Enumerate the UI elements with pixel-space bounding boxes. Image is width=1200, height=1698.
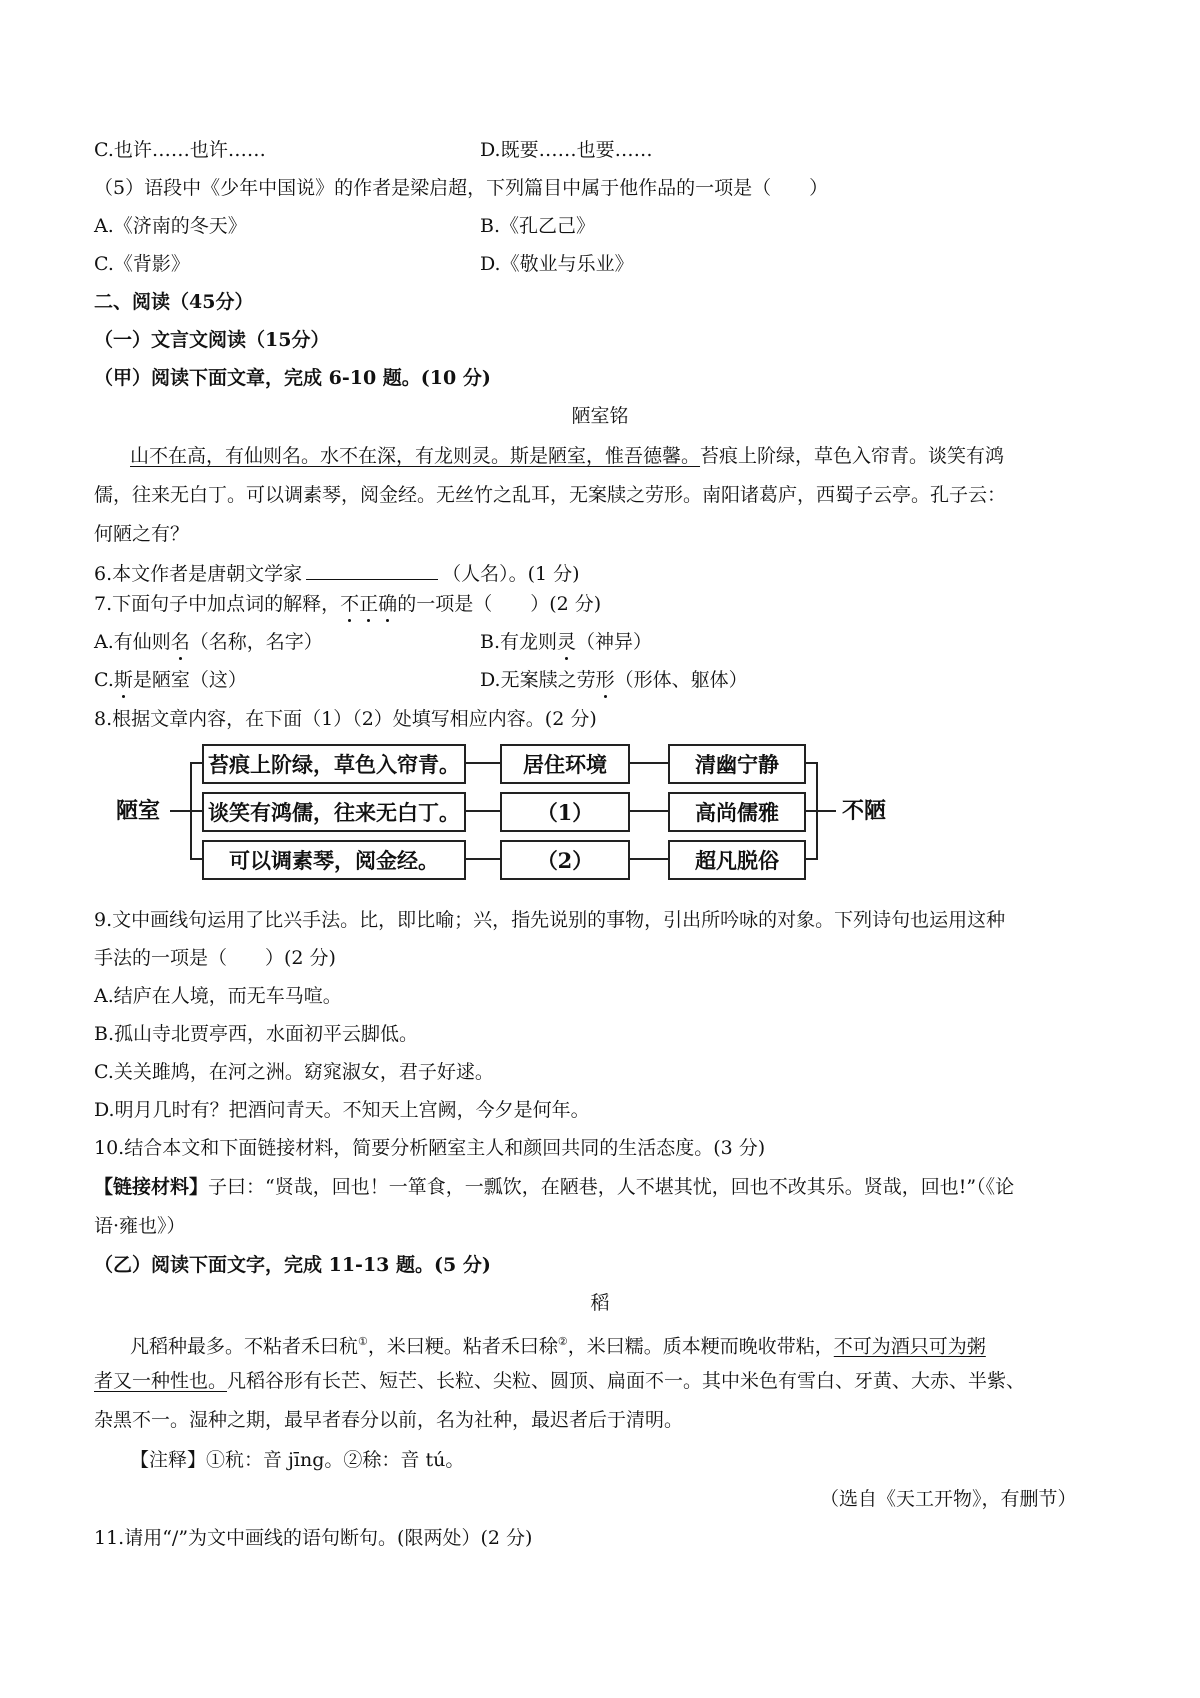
passage2-title: 稻 — [590, 1292, 610, 1314]
q9-option-a: A.结庐在人境，而无车马喧。 — [94, 985, 342, 1007]
q7-option-a: A.有仙则名（名称，名字） — [94, 631, 323, 653]
q10-stem: 10.结合本文和下面链接材料，简要分析陋室主人和颜回共同的生活态度。(3 分) — [94, 1137, 766, 1159]
q7-option-d: D.无案牍之劳形（形体、躯体） — [480, 669, 748, 691]
source-citation: （选自《天工开物》，有删节） — [820, 1488, 1077, 1510]
underlined-sentence-2a: 不可为酒只可为粥 — [833, 1335, 986, 1358]
structure-diagram — [94, 742, 964, 878]
diagram-left-label: 陋室 — [116, 798, 161, 824]
annotation-note: 【注释】①秔：音 jīng。②稌：音 tú。 — [130, 1449, 465, 1471]
right-bracket-stem — [818, 810, 836, 812]
q5-option-a: A.《济南的冬天》 — [94, 215, 247, 237]
q9-stem-1: 9.文中画线句运用了比兴手法。比，即比喻；兴，指先说别的事物，引出所吟咏的对象。下列诗句也运用这种 — [94, 909, 1006, 931]
q5-option-d: D.《敬业与乐业》 — [480, 253, 634, 275]
passage-line-2: 儒，往来无白丁。可以调素琴，阅金经。无丝竹之乱耳，无案牍之劳形。南阳诸葛庐，西蜀子云亭。孔子云： — [94, 484, 1007, 506]
q8-stem: 8.根据文章内容，在下面（1）（2）处填写相应内容。(2 分) — [94, 708, 597, 730]
passage2-line-3: 杂黑不一。湿种之期，最早者春分以前，名为社种，最迟者后于清明。 — [94, 1409, 684, 1431]
diagram-quote-1: 苔痕上阶绿，草色入帘青。 — [202, 744, 466, 784]
q6: 6.本文作者是唐朝文学家 （人名）。(1 分) — [94, 563, 580, 585]
diagram-quote-2: 谈笑有鸿儒，往来无白丁。 — [202, 792, 466, 832]
q9-option-d: D.明月几时有？把酒问青天。不知天上宫阙，今夕是何年。 — [94, 1099, 590, 1121]
q10-link-2: 语·雍也》） — [94, 1215, 186, 1237]
passage-title: 陋室铭 — [571, 405, 629, 427]
link-label: 【链接材料】 — [94, 1176, 209, 1198]
diagram-blank-2[interactable]: （2） — [500, 840, 630, 880]
q5-stem: （5）语段中《少年中国说》的作者是梁启超，下列篇目中属于他作品的一项是（ ） — [94, 177, 829, 199]
q11-stem: 11.请用“/”为文中画线的语句断句。(限两处）(2 分) — [94, 1527, 533, 1549]
diagram-aspect-1: 居住环境 — [500, 744, 630, 784]
q5-option-b: B.《孔乙己》 — [480, 215, 596, 237]
q9-option-b: B.孤山寺北贾亭西，水面初平云脚低。 — [94, 1023, 419, 1045]
q4-option-d: D.既要……也要…… — [480, 139, 653, 161]
passage-line-1: 山不在高，有仙则名。水不在深，有龙则灵。斯是陋室，惟吾德馨。苔痕上阶绿，草色入帘青。谈笑有鸿 — [130, 445, 1005, 467]
answer-blank[interactable] — [306, 561, 438, 580]
part-jia-heading: （甲）阅读下面文章，完成 6-10 题。(10 分) — [94, 367, 491, 389]
q7-stem: 7.下面句子中加点词的解释，不正确的一项是（ ）(2 分) — [94, 593, 602, 615]
section-heading: 二、阅读（45分） — [94, 291, 254, 313]
subsection-heading: （一）文言文阅读（15分） — [94, 329, 330, 351]
diagram-blank-1[interactable]: （1） — [500, 792, 630, 832]
diagram-right-label: 不陋 — [842, 798, 887, 824]
q7-option-b: B.有龙则灵（神异） — [480, 631, 653, 653]
diagram-quote-3: 可以调素琴，阅金经。 — [202, 840, 466, 880]
underlined-sentence-2b: 者又一种性也。 — [94, 1370, 228, 1392]
q9-stem-2: 手法的一项是（ ）(2 分) — [94, 947, 336, 969]
passage-line-3: 何陋之有？ — [94, 523, 190, 545]
q9-option-c: C.关关雎鸠，在河之洲。窈窕淑女，君子好逑。 — [94, 1061, 494, 1083]
passage2-line-1: 凡稻种最多。不粘者禾曰秔①，米曰粳。粘者禾曰稌②，米曰糯。质本粳而晚收带粘，不可为酒只可为粥 — [130, 1335, 986, 1358]
q5-option-c: C.《背影》 — [94, 253, 190, 275]
diagram-result-3: 超凡脱俗 — [668, 840, 806, 880]
passage2-line-2: 者又一种性也。凡稻谷形有长芒、短芒、长粒、尖粒、圆顶、扁面不一。其中米色有雪白、牙黄、大赤、半紫、 — [94, 1370, 1026, 1392]
left-bracket-stem — [170, 810, 190, 812]
diagram-result-2: 高尚儒雅 — [668, 792, 806, 832]
q10-link: 【链接材料】子曰：“贤哉，回也！一箪食，一瓢饮，在陋巷，人不堪其忧，回也不改其乐。贤哉，回也!”（《论 — [94, 1176, 1015, 1198]
diagram-result-1: 清幽宁静 — [668, 744, 806, 784]
q4-option-c: C.也许……也许…… — [94, 139, 266, 161]
part-yi-heading: （乙）阅读下面文字，完成 11-13 题。(5 分) — [94, 1254, 491, 1276]
q7-option-c: C.斯是陋室（这） — [94, 669, 247, 691]
underlined-sentence: 山不在高，有仙则名。水不在深，有龙则灵。斯是陋室，惟吾德馨。 — [130, 445, 701, 467]
